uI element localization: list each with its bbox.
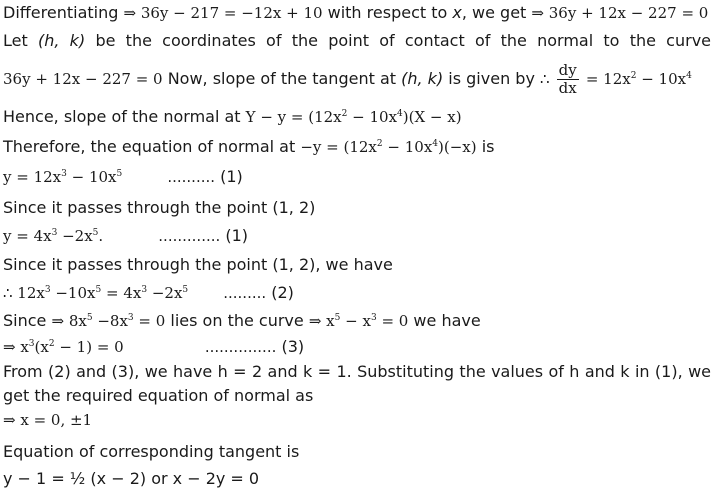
text-we-get: , we get <box>461 3 527 22</box>
line-11 <box>3 311 481 331</box>
fraction-numerator: dy <box>558 61 577 79</box>
line-17 <box>3 469 259 489</box>
text-lies-on-curve: lies on the curve <box>170 311 304 330</box>
text-since: Since <box>3 311 47 330</box>
equation-3: ⇒ $x^3(x^2 - 1) = 0$ <box>3 338 124 356</box>
line-4 <box>3 107 462 127</box>
text-point-hk: (h, k) <box>37 31 86 50</box>
text-let: Let <box>3 31 28 50</box>
leader-dots: ............. <box>158 227 221 245</box>
text-slope-normal: Hence, slope of the normal at <box>3 107 241 126</box>
line-5 <box>3 137 494 157</box>
equation-number: (2) <box>271 283 294 302</box>
text-equation-normal: Therefore, the equation of normal at <box>3 137 296 156</box>
line-14 <box>3 386 313 406</box>
line-6 <box>3 167 243 187</box>
line-10 <box>3 283 294 303</box>
equation-1: $y = 12x^3 - 10x^5$ <box>3 168 123 186</box>
therefore-symbol: ∴ <box>540 70 550 88</box>
line-9 <box>3 255 393 275</box>
text-given-by: is given by <box>448 69 535 88</box>
text-corresponding-tangent: Equation of corresponding tangent is <box>3 442 300 461</box>
line-15 <box>3 410 92 430</box>
text-is: is <box>481 137 495 156</box>
equation-solutions: ⇒ x = 0, ±1 <box>3 411 93 429</box>
text-we-have: we have <box>413 311 481 330</box>
equation-2: ∴ $12x^3 -10x^5 = 4x^3 -2x^5$ <box>3 284 189 302</box>
text-variable-x: x <box>452 3 462 22</box>
text-slope-tangent: Now, slope of the tangent at <box>167 69 397 88</box>
leader-dots: ......... <box>223 284 267 302</box>
equation-number: (3) <box>281 337 305 356</box>
text-coordinates: be the coordinates of the point of contact of the normal to the curve <box>95 31 712 50</box>
line-2 <box>3 31 711 51</box>
equation-difference: ⇒ $8x^5 -8x^3 = 0$ <box>51 312 166 330</box>
line-16 <box>3 442 299 462</box>
equation-number: (1) <box>225 226 249 245</box>
equation-simplified: ⇒ $x^5 - x^3 = 0$ <box>308 312 409 330</box>
line-3 <box>3 62 692 96</box>
derivative-expression: = $12x^2 - 10x^4$ <box>585 70 692 88</box>
line-13 <box>3 362 711 382</box>
line-1 <box>3 3 708 23</box>
text-point-hk-2: (h, k) <box>401 69 444 88</box>
equation-differentiated: ⇒ 36y − 217 = −12x + 10 <box>123 4 323 22</box>
equation-result: ⇒ 36y + 12x − 227 = 0 <box>531 4 709 22</box>
text-from-2-and-3: From (2) and (3), we have h = 2 and k = 1. Substituting the values of h and k in (1), we <box>3 362 711 381</box>
equation-normal: $-y = (12x^2 - 10x^4)(-x)$ <box>300 138 477 156</box>
equation-tangent: y − 1 = ½ (x − 2) or x − 2y = 0 <box>3 469 260 488</box>
line-7 <box>3 198 315 218</box>
line-8 <box>3 226 248 246</box>
text-passes-through: Since it passes through the point (1, 2) <box>3 198 316 217</box>
line-12 <box>3 337 304 357</box>
equation-curve: 36y + 12x − 227 = 0 <box>3 70 163 88</box>
text-differentiating: Differentiating <box>3 3 119 22</box>
equation-1b: $y = 4x^3 -2x^5$. <box>3 227 104 245</box>
equation-number: (1) <box>220 167 243 186</box>
text-passes-through-have: Since it passes through the point (1, 2), we have <box>3 255 393 274</box>
leader-dots: ............... <box>204 338 277 356</box>
fraction-denominator: dx <box>558 79 577 97</box>
text-with-respect-to: with respect to <box>327 3 448 22</box>
fraction-dy-dx <box>557 62 579 97</box>
leader-dots: .......... <box>167 168 216 186</box>
text-required-equation: get the required equation of normal as <box>3 386 314 405</box>
equation-normal-slope: $Y - y = (12x^2 - 10x^4)(X - x)$ <box>245 108 462 126</box>
